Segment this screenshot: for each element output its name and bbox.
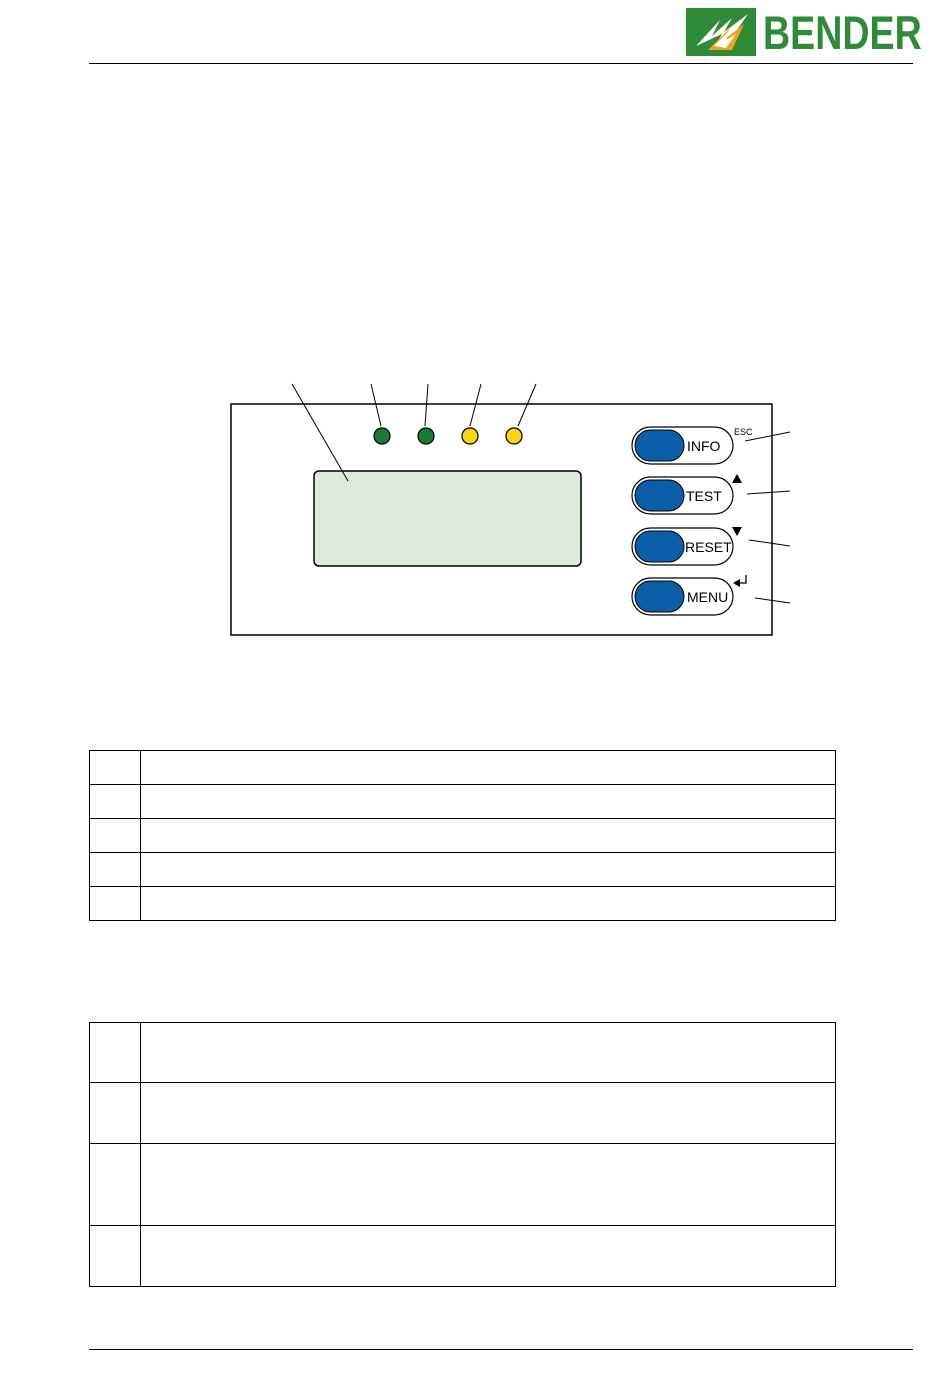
test-button-label: TEST [686,488,722,504]
info-button[interactable] [632,427,733,464]
footer-rule [89,1349,913,1350]
lcd-display [314,471,581,566]
led-1 [374,428,390,444]
table-row [90,1226,836,1287]
legend-table-2 [89,1022,836,1287]
menu-button-label: MENU [687,589,729,605]
brand-name: BENDER [763,6,922,59]
menu-button[interactable] [632,578,733,615]
table-row [90,853,836,887]
test-button[interactable] [632,477,733,514]
info-button-label: INFO [687,438,721,454]
table-row [90,785,836,819]
bender-logo-icon [686,6,758,58]
table-row [90,819,836,853]
reset-button-label: RESET [685,539,732,555]
table-row [90,1083,836,1144]
legend-table-1 [89,750,836,921]
header-rule [89,63,913,64]
reset-button[interactable] [632,528,733,565]
table-row [90,1023,836,1083]
esc-label: ESC [734,427,753,437]
table-row [90,1144,836,1226]
led-4 [506,428,522,444]
table-row [90,887,836,921]
table-row [90,751,836,785]
led-3 [462,428,478,444]
led-2 [418,428,434,444]
device-front-panel [225,380,805,640]
